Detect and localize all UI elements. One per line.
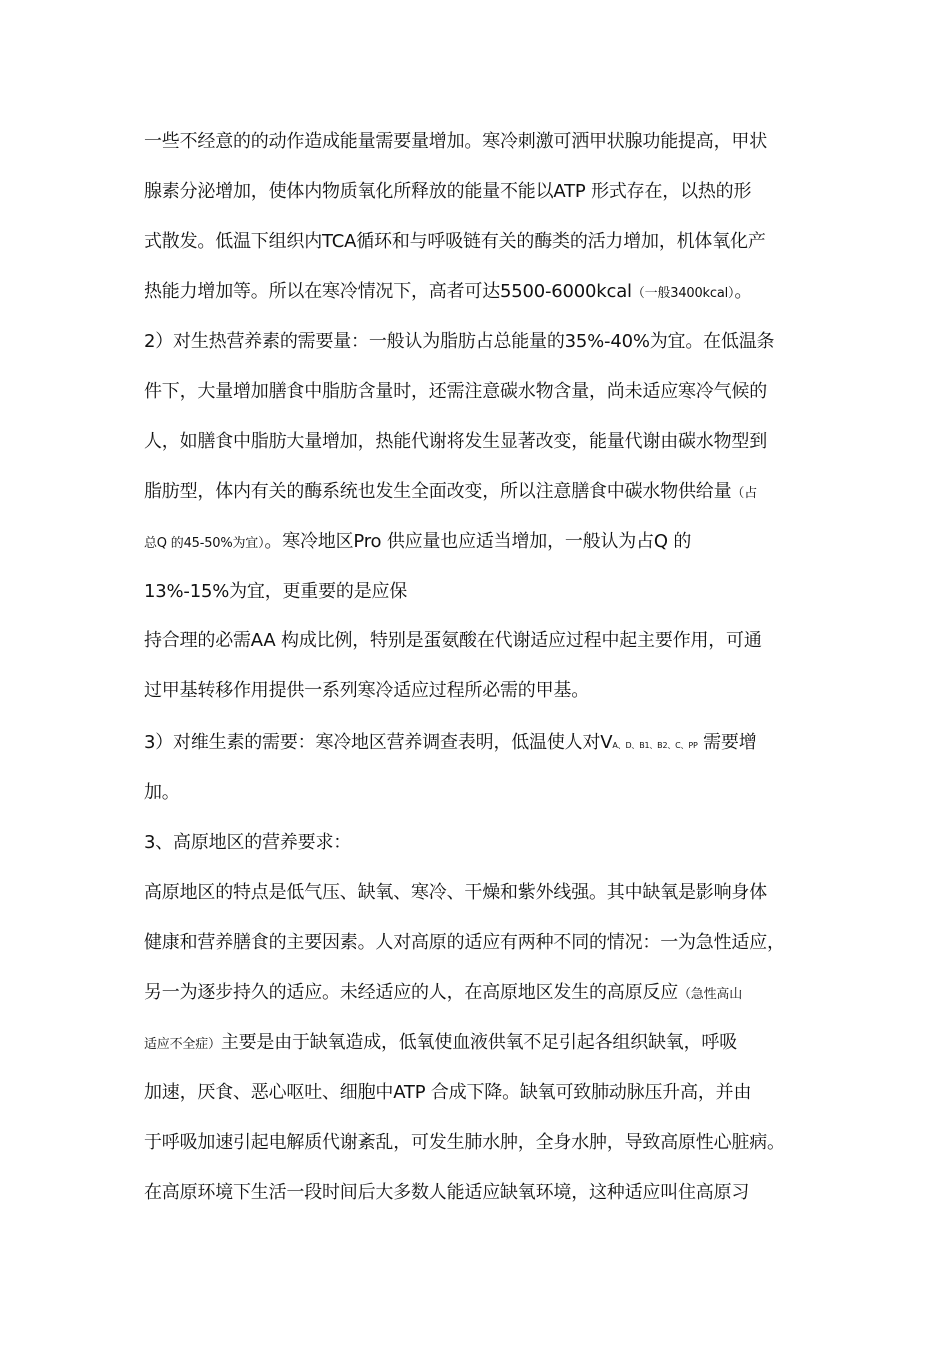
text-line [144,279,824,305]
text-line [144,1080,824,1106]
text-line [144,678,824,704]
text-span: 脂肪型，体内有关的酶系统也发生全面改变，所以注意膳食中碳水物供给量 [144,481,732,502]
small-note: （一般3400kcal） [631,286,735,301]
text-span: 13%-15%为宜，更重要的是应保 [144,581,408,602]
text-line [144,529,824,555]
text-span: 3、高原地区的营养要求： [144,832,352,853]
text-span: 需要增 [697,732,757,753]
text-line [144,780,824,806]
small-note: （占 [731,486,758,501]
text-line [144,1180,824,1206]
text-line [144,880,824,906]
text-span: 高原地区的特点是低气压、缺氧、寒冷、干燥和紫外线强。其中缺氧是影响身体 [144,882,767,903]
text-span: 主要是由于缺氧造成，低氧使血液供氧不足引起各组织缺氧，呼吸 [220,1032,738,1053]
vitamin-subscript: A、D、B1、B2、C、PP [612,741,698,750]
text-line [144,1030,824,1056]
text-line [144,179,824,205]
text-span: 。 [734,281,753,302]
text-line [144,628,824,654]
text-span: 式散发。低温下组织内TCA循环和与呼吸链有关的酶类的活力增加，机体氧化产 [144,231,766,252]
text-span: 一些不经意的的动作造成能量需要量增加。寒冷刺激可洒甲状腺功能提高，甲状 [144,131,767,152]
text-span: 。寒冷地区Pro 供应量也应适当增加，一般认为占Q 的 [264,531,692,552]
text-line [144,229,824,255]
text-span: 加。 [144,782,180,803]
text-line [144,730,824,756]
text-span: 健康和营养膳食的主要因素。人对高原的适应有两种不同的情况：一为急性适应， [144,932,785,953]
text-span: 3）对维生素的需要：寒冷地区营养调查表明，低温使人对V [144,732,613,753]
text-line [144,479,824,505]
text-span: 加速，厌食、恶心呕吐、细胞中ATP 合成下降。缺氧可致肺动脉压升高，并由 [144,1082,752,1103]
text-span: 腺素分泌增加，使体内物质氧化所释放的能量不能以ATP 形式存在，以热的形 [144,181,752,202]
text-line [144,579,824,605]
text-line [144,329,824,355]
text-line [144,429,824,455]
text-line [144,980,824,1006]
text-span: 于呼吸加速引起电解质代谢紊乱，可发生肺水肿，全身水肿，导致高原性心脏病。 [144,1132,785,1153]
small-note: 适应不全症） [144,1037,221,1052]
text-line [144,930,824,956]
text-span: 人，如膳食中脂肪大量增加，热能代谢将发生显著改变，能量代谢由碳水物型到 [144,431,767,452]
text-line [144,129,824,155]
text-span: 过甲基转移作用提供一系列寒冷适应过程所必需的甲基。 [144,680,589,701]
text-span: 另一为逐步持久的适应。未经适应的人，在高原地区发生的高原反应 [144,982,678,1003]
text-span: 持合理的必需AA 构成比例，特别是蛋氨酸在代谢适应过程中起主要作用，可通 [144,630,762,651]
text-span: 热能力增加等。所以在寒冷情况下，高者可达5500-6000kcal [144,281,632,302]
text-line [144,830,824,856]
text-line [144,379,824,405]
text-span: 件下，大量增加膳食中脂肪含量时，还需注意碳水物含量，尚未适应寒冷气候的 [144,381,767,402]
text-line [144,1130,824,1156]
small-note: （急性高山 [678,987,743,1002]
text-span: 在高原环境下生活一段时间后大多数人能适应缺氧环境，这种适应叫住高原习 [144,1182,750,1203]
small-note: 总Q 的45-50%为宜） [144,536,265,551]
text-span: 2）对生热营养素的需要量：一般认为脂肪占总能量的35%-40%为宜。在低温条 [144,331,775,352]
